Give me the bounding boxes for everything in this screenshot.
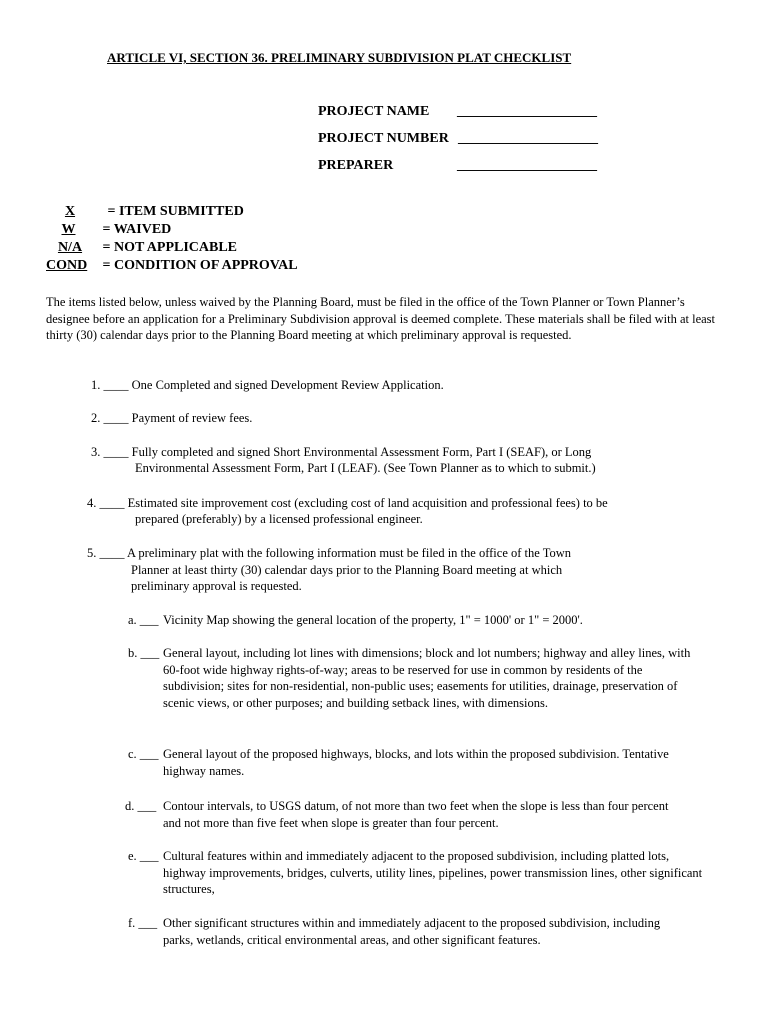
legend-meaning: = WAIVED (102, 222, 172, 237)
checklist-item (91, 377, 444, 394)
subitem-text: General layout, including lot lines with dimensions; block and lot numbers; highway and alley lines, with 60-foot wide highway rights-of-way; areas to be reserved for use in common by residents of the subdivision; sites for non-residential, non-public uses; easements for utilities, drainage, preservation of scenic views, or other purposes; and building setback lines, with dimensions. (163, 646, 691, 710)
project-name-label: PROJECT NAME (318, 104, 430, 119)
legend-meaning: = ITEM SUBMITTED (107, 204, 244, 219)
legend-row (46, 204, 244, 220)
item-number[interactable]: 3. ____ (91, 445, 129, 459)
page-title: ARTICLE VI, SECTION 36. PRELIMINARY SUBDIVISION PLAT CHECKLIST (107, 50, 572, 65)
subitem-text: Other significant structures within and immediately adjacent to the proposed subdivision, including parks, wetlands, critical environmental areas, and other significant features. (163, 916, 661, 947)
subitem-text: Contour intervals, to USGS datum, of not more than two feet when the slope is less than four percent and not more than five feet when slope is greater than four percent. (163, 799, 669, 830)
legend-row (46, 240, 237, 256)
legend-meaning: = CONDITION OF APPROVAL (102, 258, 298, 273)
legend-row (46, 222, 171, 238)
item-text-continued: Planner at least thirty (30) calendar days prior to the Planning Board meeting at which (131, 563, 563, 577)
subitem-letter[interactable]: a. ___ (128, 613, 159, 627)
item-number[interactable]: 4. ____ (87, 496, 125, 510)
item-text: A preliminary plat with the following information must be filed in the office of the Town (126, 546, 571, 560)
legend-code: N/A (57, 240, 83, 255)
project-number-label: PROJECT NUMBER (318, 131, 449, 146)
legend-meaning: = NOT APPLICABLE (102, 240, 238, 255)
preparer-label: PREPARER (318, 158, 394, 173)
legend-row (46, 258, 298, 274)
checklist-item (87, 545, 571, 562)
subitem-letter[interactable]: d. ___ (125, 799, 157, 813)
subitem-letter[interactable]: b. ___ (128, 646, 160, 660)
subitem-letter[interactable]: e. ___ (128, 849, 159, 863)
checklist-item (91, 410, 252, 427)
intro-paragraph: The items listed below, unless waived by the Planning Board, must be filed in the office of the Town Planner or Town Planner’s designee before an application for a Preliminary Subdivision approval is deemed complete. These materials shall be filed with at least thirty (30) calendar days prior to the Planning Board meeting at which preliminary approval is requested. (46, 295, 716, 342)
subitem-letter[interactable]: c. ___ (128, 747, 159, 761)
subitem-text: General layout of the proposed highways, blocks, and lots within the proposed subdivision. Tentative highway names. (163, 747, 669, 778)
preparer-field[interactable]: ____________________ (457, 158, 597, 173)
checklist-item (91, 444, 591, 461)
subitem-text: Vicinity Map showing the general location of the property, 1" = 1000' or 1" = 2000'. (163, 613, 583, 627)
subitem-text: Cultural features within and immediately adjacent to the proposed subdivision, including platted lots, highway improvements, bridges, culverts, utility lines, pipelines, power transmission lines, other significant structures, (163, 849, 703, 896)
item-number[interactable]: 1. ____ (91, 378, 129, 392)
legend-code: COND (46, 258, 88, 273)
project-name-field[interactable]: ____________________ (457, 104, 597, 119)
item-text-continued: Environmental Assessment Form, Part I (LEAF). (See Town Planner as to which to submit.) (135, 461, 596, 475)
item-text: Estimated site improvement cost (excluding cost of land acquisition and professional fees) to be (127, 496, 608, 510)
legend-code: W (61, 222, 76, 237)
item-text-continued: preliminary approval is requested. (131, 579, 302, 593)
item-text: One Completed and signed Development Review Application. (131, 378, 444, 392)
item-text: Payment of review fees. (131, 411, 253, 425)
item-text-continued: prepared (preferably) by a licensed professional engineer. (135, 512, 423, 526)
subitem-letter[interactable]: f. ___ (128, 916, 158, 930)
project-number-field[interactable]: ____________________ (458, 131, 598, 146)
checklist-item (87, 495, 608, 512)
legend-code: X (64, 204, 76, 219)
item-number[interactable]: 5. ____ (87, 546, 125, 560)
item-text: Fully completed and signed Short Environmental Assessment Form, Part I (SEAF), or Long (131, 445, 592, 459)
item-number[interactable]: 2. ____ (91, 411, 129, 425)
